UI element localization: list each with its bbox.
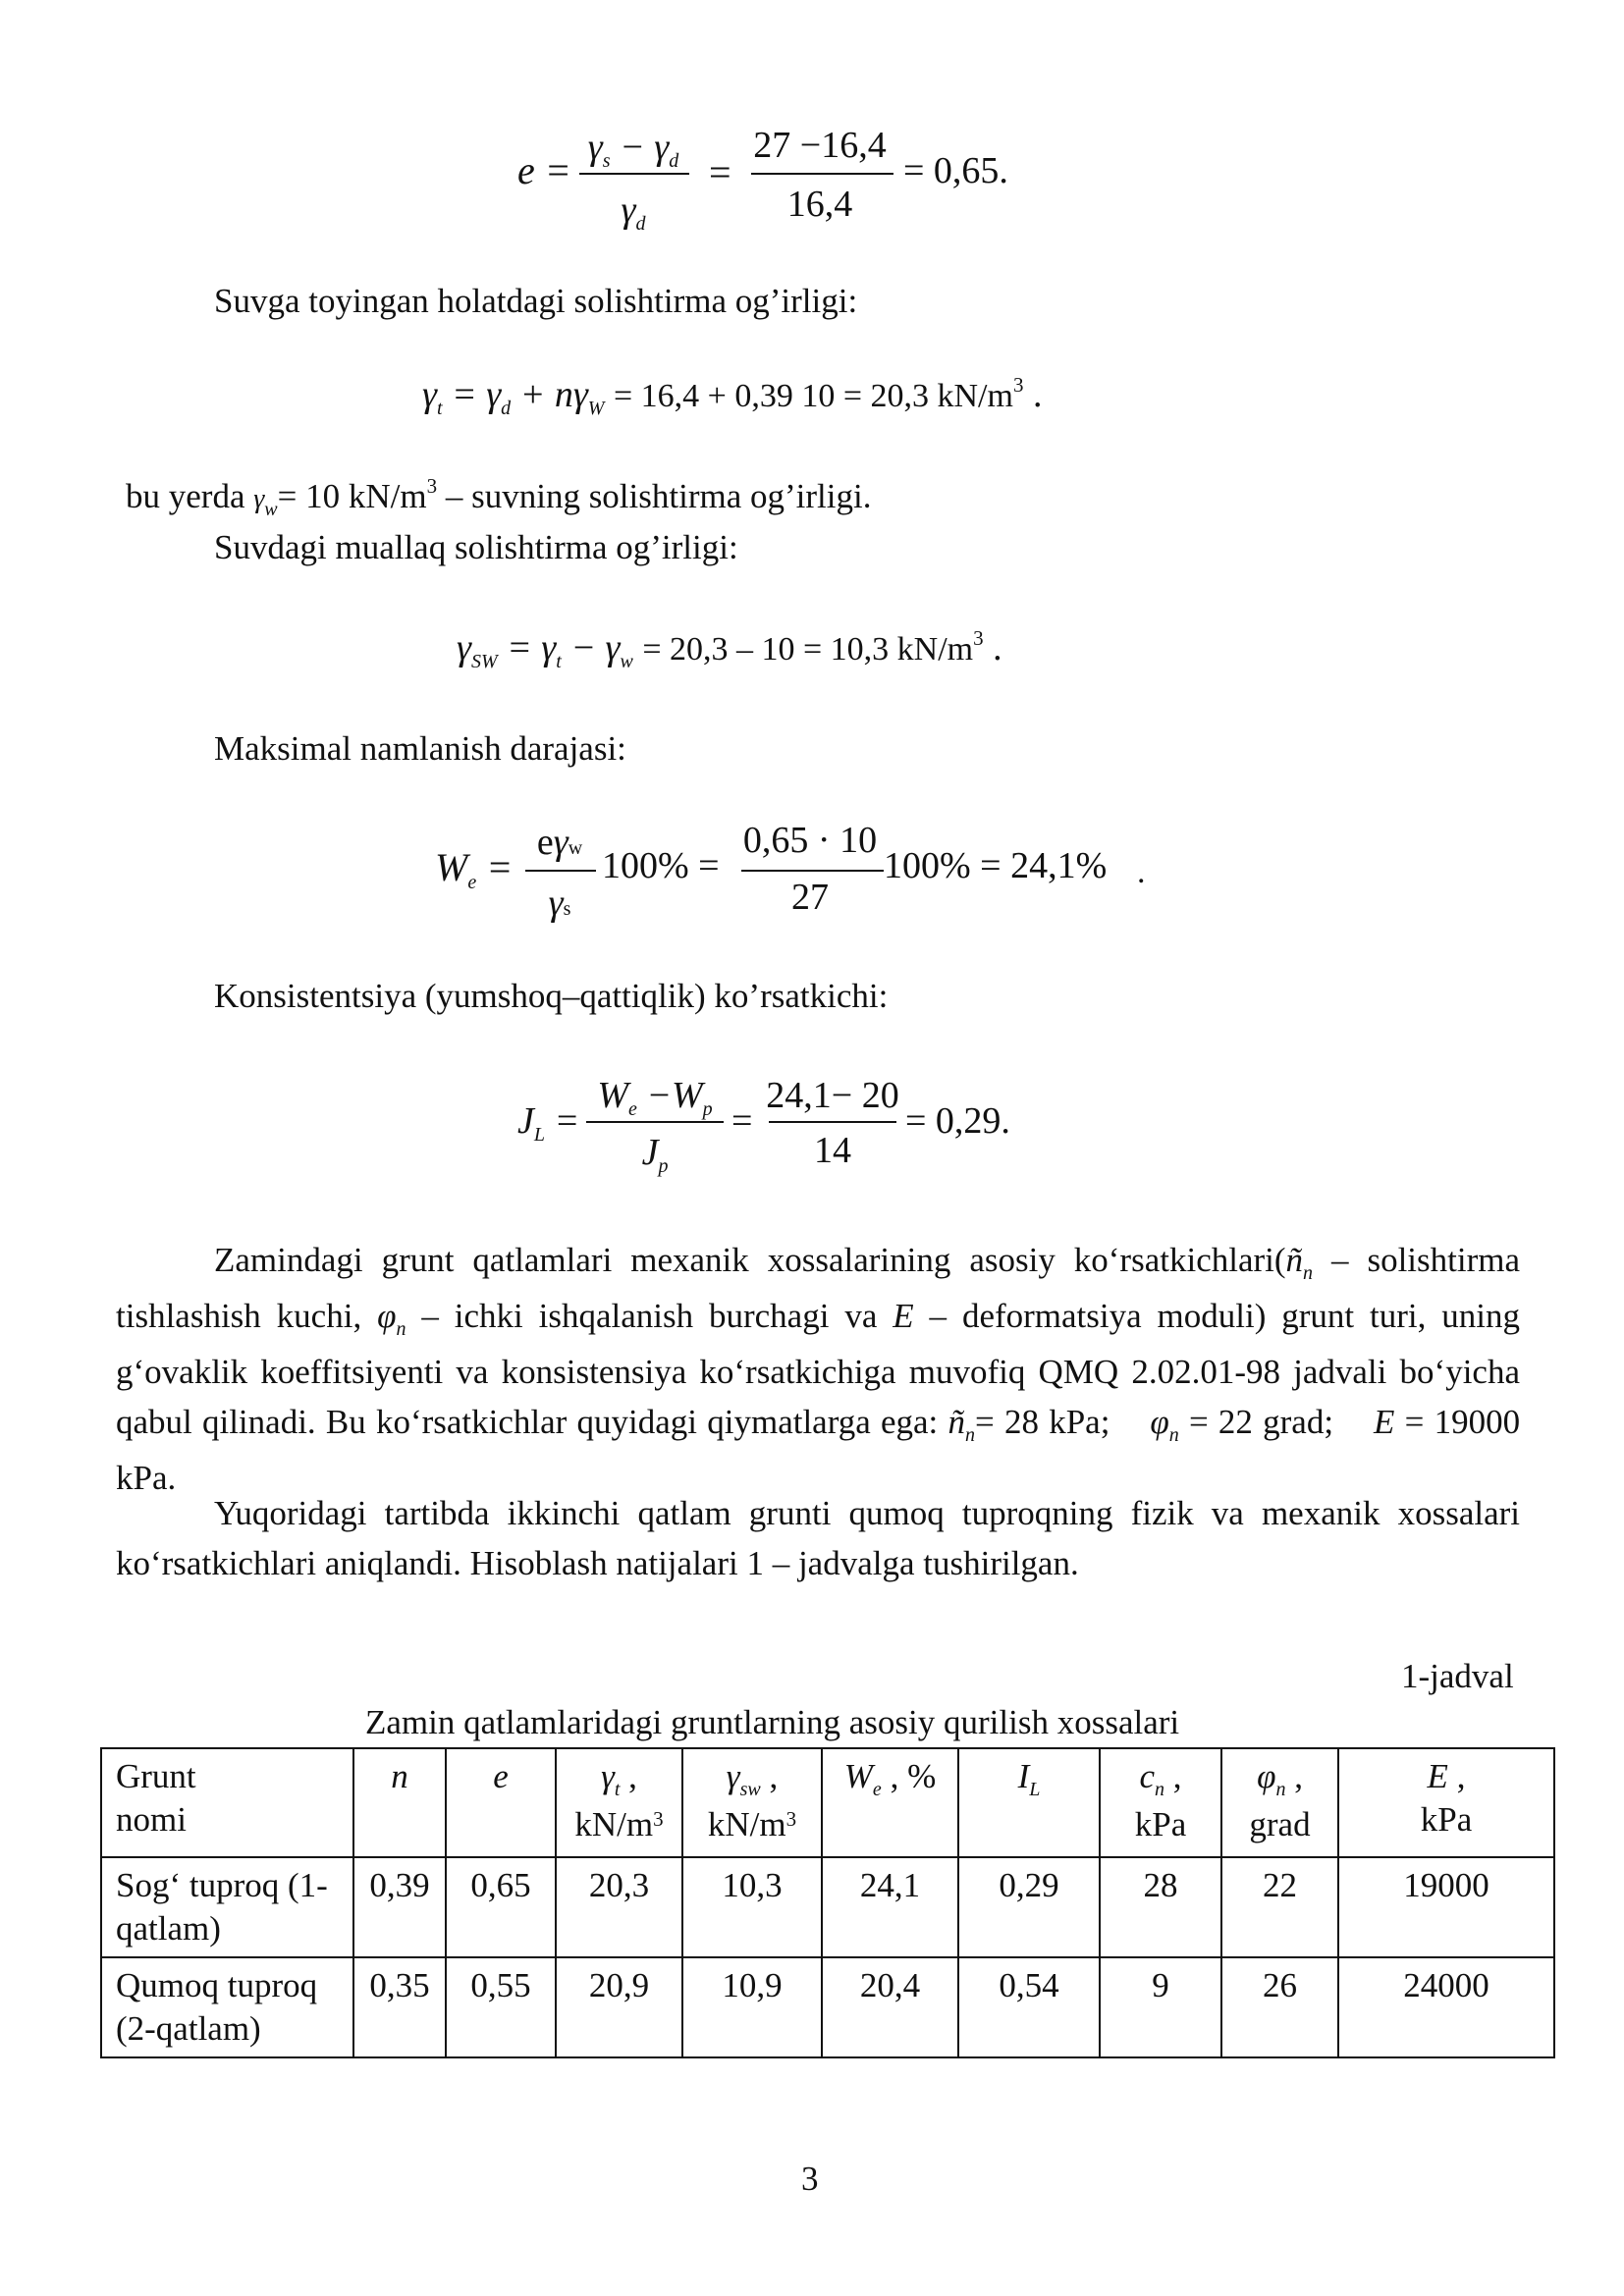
page-number: 3 [801, 2160, 819, 2198]
table-row: Qumoq tuproq (2-qatlam) 0,35 0,55 20,9 10,9 20,4 0,54 9 26 24000 [101, 1957, 1554, 2057]
soil-properties-table [100, 1747, 1555, 2058]
table-label: 1-jadval [1401, 1657, 1514, 1695]
table-title: Zamin qatlamlaridagi gruntlarning asosiy qurilish xossalari [365, 1703, 1180, 1741]
paragraph-mechanical-properties: Zamindagi grunt qatlamlari mexanik xossalarining asosiy $ko‘rsatkichlari(ñ_n$ – solishtirma tishlashish kuchi, $\varphi_n$ – ichki ishqalanish burchagi va E – deformatsiya moduli) grunt turi, uning g‘ovaklik koeffitsiyenti va konsistensiya ko‘rsatkichiga muvofiq QMQ 2.02.01-98 jadvali bo‘yicha qabul qilinadi. Bu ko‘rsatkichlar quyidagi qiymatlarga ega: $ñ_n= 28$ kPa; $\varphi_n = 22$ grad; E = 19000 kPa. [116, 1241, 1521, 1497]
eq1-den2: 16,4 [786, 184, 853, 225]
paragraph-water-weight: bu yerda $\gamma_w= 10$ $kN/m^3$ – suvning solishtirma og’irligi. [126, 474, 872, 520]
eq1-num1: $\gamma_s - \gamma_d$ [587, 127, 679, 172]
equation-submerged-weight: $\gamma_{SW} = \gamma_t - \gamma_w = 20,3 - 10 = 10,3$ $kN/m^3$ . [457, 626, 1002, 672]
paragraph-max-moisture: Maksimal namlanish darajasi: [214, 729, 626, 768]
paragraph-submerged-weight: Suvdagi muallaq solishtirma og’irligi: [214, 528, 738, 566]
table-row: Sog‘ tuproq (1-qatlam) 0,39 0,65 20,3 10,3 24,1 0,29 28 22 19000 [101, 1857, 1554, 1957]
table-header-row: Grunt nomi n e $\gamma_t$ , $kN/m^3$ $\gamma_{sw}$ , $kN/m^3$ $W_e$ , % $I_L$ $c_n$ , kPa $\varphi_n$ , grad E , kPa [101, 1748, 1554, 1857]
paragraph-second-layer: Yuqoridagi tartibda ikkinchi qatlam grunti qumoq tuproqning fizik va mexanik xossalari ko‘rsatkichlari aniqlandi. Hisoblash natijalari 1 – jadvalga tushirilgan. [116, 1494, 1520, 1582]
eq1-num2: 27 −16,4 [753, 125, 887, 166]
equation-saturated-weight: $\gamma_t = \gamma_d + n\gamma_W = 16,4 + 0,39$ 10 = 20,3 $kN/m^3$ . [422, 373, 1043, 419]
eq1-result: = 0,65. [903, 150, 1008, 191]
paragraph-saturated-weight: Suvga toyingan holatdagi solishtirma og’irligi: [214, 282, 858, 320]
eq1-den1: $\gamma_d$ [621, 189, 646, 235]
paragraph-consistency: Konsistentsiya (yumshoq–qattiqlik) ko’rsatkichi: [214, 977, 889, 1015]
